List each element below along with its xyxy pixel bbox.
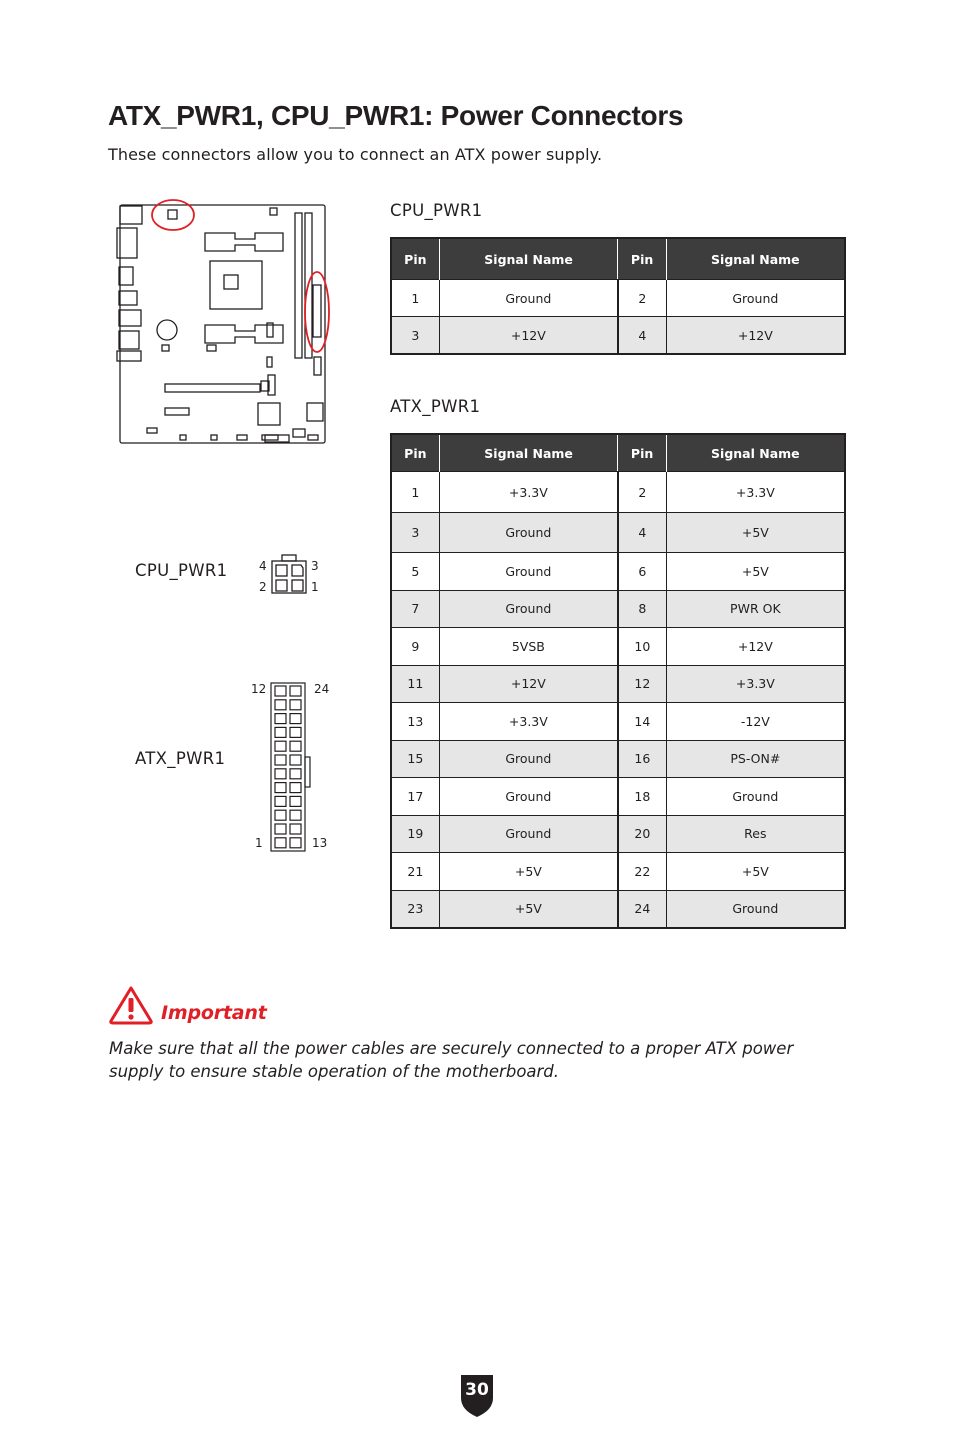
pin-number-cell: 16 <box>618 740 666 778</box>
atx-pin-label: 12 <box>251 682 267 696</box>
atx-connector-label: ATX_PWR1 <box>135 749 226 768</box>
signal-name-cell: +5V <box>439 890 618 928</box>
pin-number-cell: 18 <box>618 778 666 816</box>
signal-name-cell: +5V <box>439 853 618 891</box>
atx-pin-cell <box>290 686 301 696</box>
page-title: ATX_PWR1, CPU_PWR1: Power Connectors <box>108 100 684 131</box>
pin-number-cell: 6 <box>618 553 666 591</box>
signal-name-cell: Ground <box>666 778 845 816</box>
page-subtitle: These connectors allow you to connect an ATX power supply. <box>108 145 603 164</box>
pin-number-cell: 2 <box>618 280 666 317</box>
motherboard-diagram <box>115 195 335 450</box>
pin-number-cell: 10 <box>618 628 666 666</box>
atx-pin-cell <box>275 810 286 820</box>
table-row <box>391 513 845 553</box>
table-row <box>391 890 845 928</box>
pin-number-cell: 5 <box>391 553 439 591</box>
pin-number-cell: 9 <box>391 628 439 666</box>
atx-pin-cell <box>290 755 301 765</box>
cpu-pwr-pin-table <box>390 237 846 355</box>
pin-number-cell: 21 <box>391 853 439 891</box>
atx-pin-label: 1 <box>255 836 263 850</box>
atx-pin-cell <box>290 700 301 710</box>
signal-name-cell: Ground <box>439 740 618 778</box>
atx-pin-cell <box>275 714 286 724</box>
table-row <box>391 703 845 741</box>
pin-number-cell: 22 <box>618 853 666 891</box>
atx-pin-cell <box>290 727 301 737</box>
pin-number-cell: 2 <box>618 472 666 513</box>
pin-number-cell: 23 <box>391 890 439 928</box>
atx-pin-cell <box>275 769 286 779</box>
atx-pin-cell <box>275 783 286 793</box>
table-row <box>391 815 845 853</box>
atx-pwr-connector-icon <box>268 681 314 853</box>
column-header: Signal Name <box>439 238 618 280</box>
atx-pin-cell <box>290 769 301 779</box>
column-header: Signal Name <box>666 238 845 280</box>
signal-name-cell: +12V <box>439 665 618 703</box>
cpu-table-label: CPU_PWR1 <box>390 201 483 220</box>
atx-pin-cell <box>290 838 301 848</box>
page-number: 30 <box>465 1380 489 1400</box>
pin-number-cell: 14 <box>618 703 666 741</box>
pin-number-cell: 8 <box>618 590 666 628</box>
signal-name-cell: 5VSB <box>439 628 618 666</box>
cpu-pin-label: 3 <box>311 559 319 573</box>
atx-pin-cell <box>290 810 301 820</box>
atx-pin-cell <box>290 783 301 793</box>
pin-number-cell: 3 <box>391 513 439 553</box>
atx-pin-cell <box>275 755 286 765</box>
pin-number-cell: 7 <box>391 590 439 628</box>
important-title: Important <box>161 1002 267 1024</box>
atx-pin-cell <box>275 686 286 696</box>
atx-pin-cell <box>275 741 286 751</box>
signal-name-cell: +12V <box>666 317 845 355</box>
atx-pin-cell <box>275 700 286 710</box>
atx-pin-cell <box>290 741 301 751</box>
pin-number-cell: 20 <box>618 815 666 853</box>
column-header: Pin <box>618 434 666 472</box>
atx-pwr-pin-table <box>390 433 846 929</box>
signal-name-cell: +5V <box>666 553 845 591</box>
signal-name-cell: Ground <box>439 280 618 317</box>
column-header: Pin <box>391 434 439 472</box>
important-text: Make sure that all the power cables are securely connected to a proper ATX power supply to ensure stable operation of the motherboard. <box>109 1039 794 1081</box>
signal-name-cell: Ground <box>439 778 618 816</box>
pin-number-cell: 4 <box>618 317 666 355</box>
cpu-connector-label: CPU_PWR1 <box>135 561 228 580</box>
pin-number-cell: 3 <box>391 317 439 355</box>
column-header: Pin <box>391 238 439 280</box>
signal-name-cell: +5V <box>666 853 845 891</box>
table-row <box>391 628 845 666</box>
table-row <box>391 740 845 778</box>
signal-name-cell: Ground <box>439 815 618 853</box>
table-row <box>391 853 845 891</box>
pin-number-cell: 1 <box>391 472 439 513</box>
signal-name-cell: PWR OK <box>666 590 845 628</box>
signal-name-cell: +3.3V <box>666 665 845 703</box>
signal-name-cell: +12V <box>439 317 618 355</box>
pin-number-cell: 17 <box>391 778 439 816</box>
signal-name-cell: +12V <box>666 628 845 666</box>
warning-icon <box>108 985 154 1025</box>
pin-number-cell: 1 <box>391 280 439 317</box>
cpu-pwr-connector-icon <box>270 553 308 595</box>
cpu-pin-label: 4 <box>259 559 267 573</box>
signal-name-cell: Ground <box>439 553 618 591</box>
table-row <box>391 317 845 355</box>
pin-number-cell: 24 <box>618 890 666 928</box>
atx-pin-cell <box>275 796 286 806</box>
table-row <box>391 665 845 703</box>
pin-number-cell: 13 <box>391 703 439 741</box>
signal-name-cell: +5V <box>666 513 845 553</box>
signal-name-cell: Ground <box>439 590 618 628</box>
table-row <box>391 590 845 628</box>
pin-number-cell: 12 <box>618 665 666 703</box>
column-header: Signal Name <box>439 434 618 472</box>
pin-number-cell: 11 <box>391 665 439 703</box>
signal-name-cell: +3.3V <box>439 472 618 513</box>
table-row <box>391 778 845 816</box>
signal-name-cell: PS-ON# <box>666 740 845 778</box>
pin-number-cell: 4 <box>618 513 666 553</box>
atx-pin-cell <box>290 714 301 724</box>
table-row <box>391 553 845 591</box>
signal-name-cell: Ground <box>666 890 845 928</box>
table-header-row <box>391 238 845 280</box>
signal-name-cell: Res <box>666 815 845 853</box>
cpu-pin-label: 1 <box>311 580 319 594</box>
atx-pin-cell <box>290 824 301 834</box>
signal-name-cell: -12V <box>666 703 845 741</box>
table-row <box>391 472 845 513</box>
atx-pin-cell <box>290 796 301 806</box>
atx-pin-label: 24 <box>314 682 330 696</box>
atx-pin-cell <box>275 838 286 848</box>
atx-table-label: ATX_PWR1 <box>390 397 481 416</box>
atx-pin-cell <box>275 727 286 737</box>
column-header: Pin <box>618 238 666 280</box>
pin-number-cell: 15 <box>391 740 439 778</box>
signal-name-cell: Ground <box>666 280 845 317</box>
signal-name-cell: +3.3V <box>666 472 845 513</box>
atx-pin-label: 13 <box>312 836 328 850</box>
signal-name-cell: +3.3V <box>439 703 618 741</box>
column-header: Signal Name <box>666 434 845 472</box>
signal-name-cell: Ground <box>439 513 618 553</box>
cpu-pin-label: 2 <box>259 580 267 594</box>
pin-number-cell: 19 <box>391 815 439 853</box>
table-header-row <box>391 434 845 472</box>
atx-pin-cell <box>275 824 286 834</box>
table-row <box>391 280 845 317</box>
